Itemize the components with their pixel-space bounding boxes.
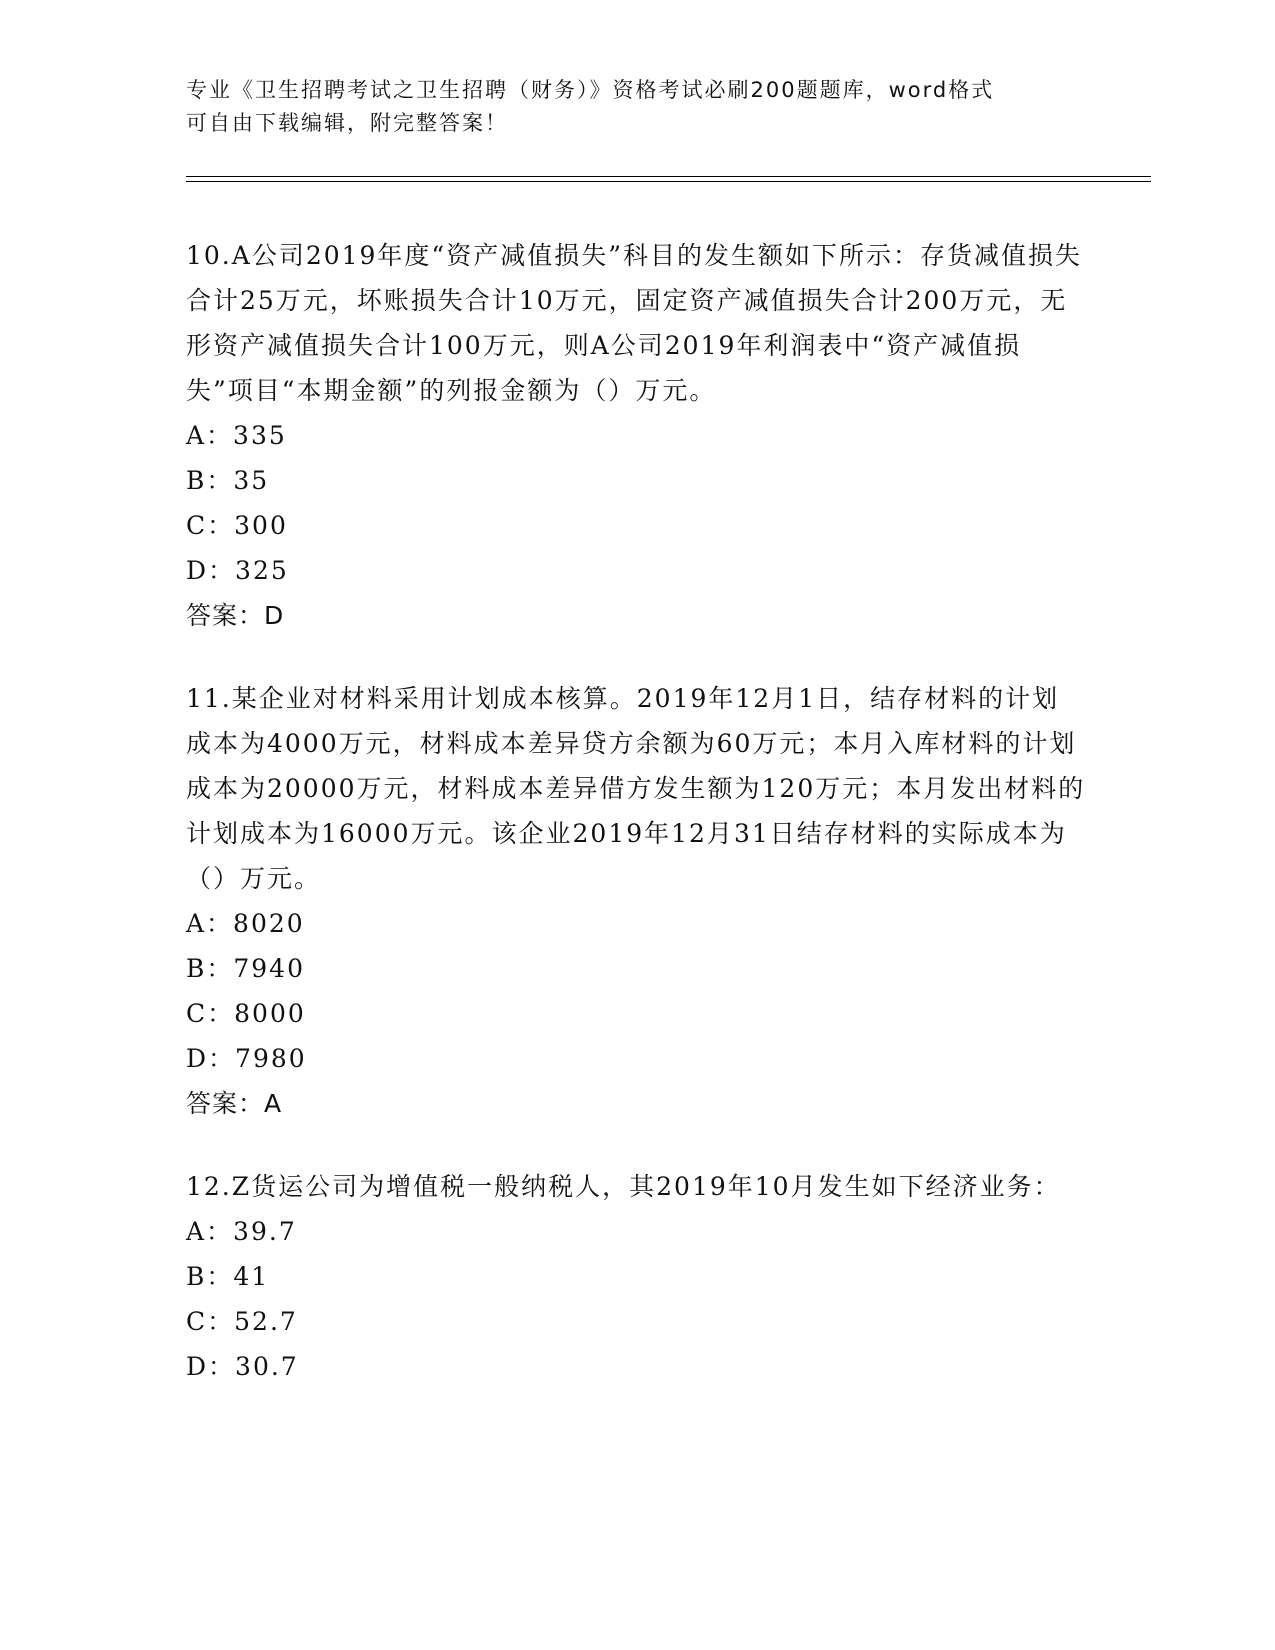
option-d: D：325 xyxy=(186,556,289,585)
question-stem: 10.A公司2019年度“资产减值损失”科目的发生额如下所示：存货减值损失合计25万元，坏账损失合计10万元，固定资产减值损失合计200万元，无形资产减值损失合计100万元，则A公司2019年利润表中“资产减值损失”项目“本期金额”的列报金额为（）万元。 xyxy=(186,241,1082,405)
option-c: C：300 xyxy=(186,511,288,540)
option-b: B：7940 xyxy=(186,954,305,983)
option-a: A：39.7 xyxy=(186,1217,297,1246)
option-d: D：30.7 xyxy=(186,1352,299,1381)
option-b: B：35 xyxy=(186,466,270,495)
question-stem: 12.Z货运公司为增值税一般纳税人，其2019年10月发生如下经济业务： xyxy=(186,1172,1061,1201)
option-c: C：52.7 xyxy=(186,1307,298,1336)
header-title-line1: 专业《卫生招聘考试之卫生招聘（财务）》资格考试必刷200题题库，word格式 xyxy=(186,78,995,102)
question-10 xyxy=(186,233,1086,638)
header-divider-bottom xyxy=(186,181,1151,182)
option-d: D：7980 xyxy=(186,1044,307,1073)
answer-label: 答案：D xyxy=(186,601,285,630)
document-header xyxy=(186,74,1066,140)
option-c: C：8000 xyxy=(186,999,306,1028)
header-divider-top xyxy=(186,176,1151,177)
question-stem: 11.某企业对材料采用计划成本核算。2019年12月1日，结存材料的计划成本为4000万元，材料成本差异贷方余额为60万元；本月入库材料的计划成本为20000万元，材料成本差异借方发生额为120万元；本月发出材料的计划成本为16000万元。该企业2019年12月31日结存材料的实际成本为（）万元。 xyxy=(186,684,1086,893)
option-a: A：8020 xyxy=(186,909,305,938)
answer-label: 答案：A xyxy=(186,1089,283,1118)
option-b: B：41 xyxy=(186,1262,270,1291)
question-11 xyxy=(186,676,1086,1126)
question-12 xyxy=(186,1164,1086,1389)
question-list xyxy=(186,233,1086,1427)
option-a: A：335 xyxy=(186,421,287,450)
header-title-line2: 可自由下载编辑，附完整答案！ xyxy=(186,111,508,135)
